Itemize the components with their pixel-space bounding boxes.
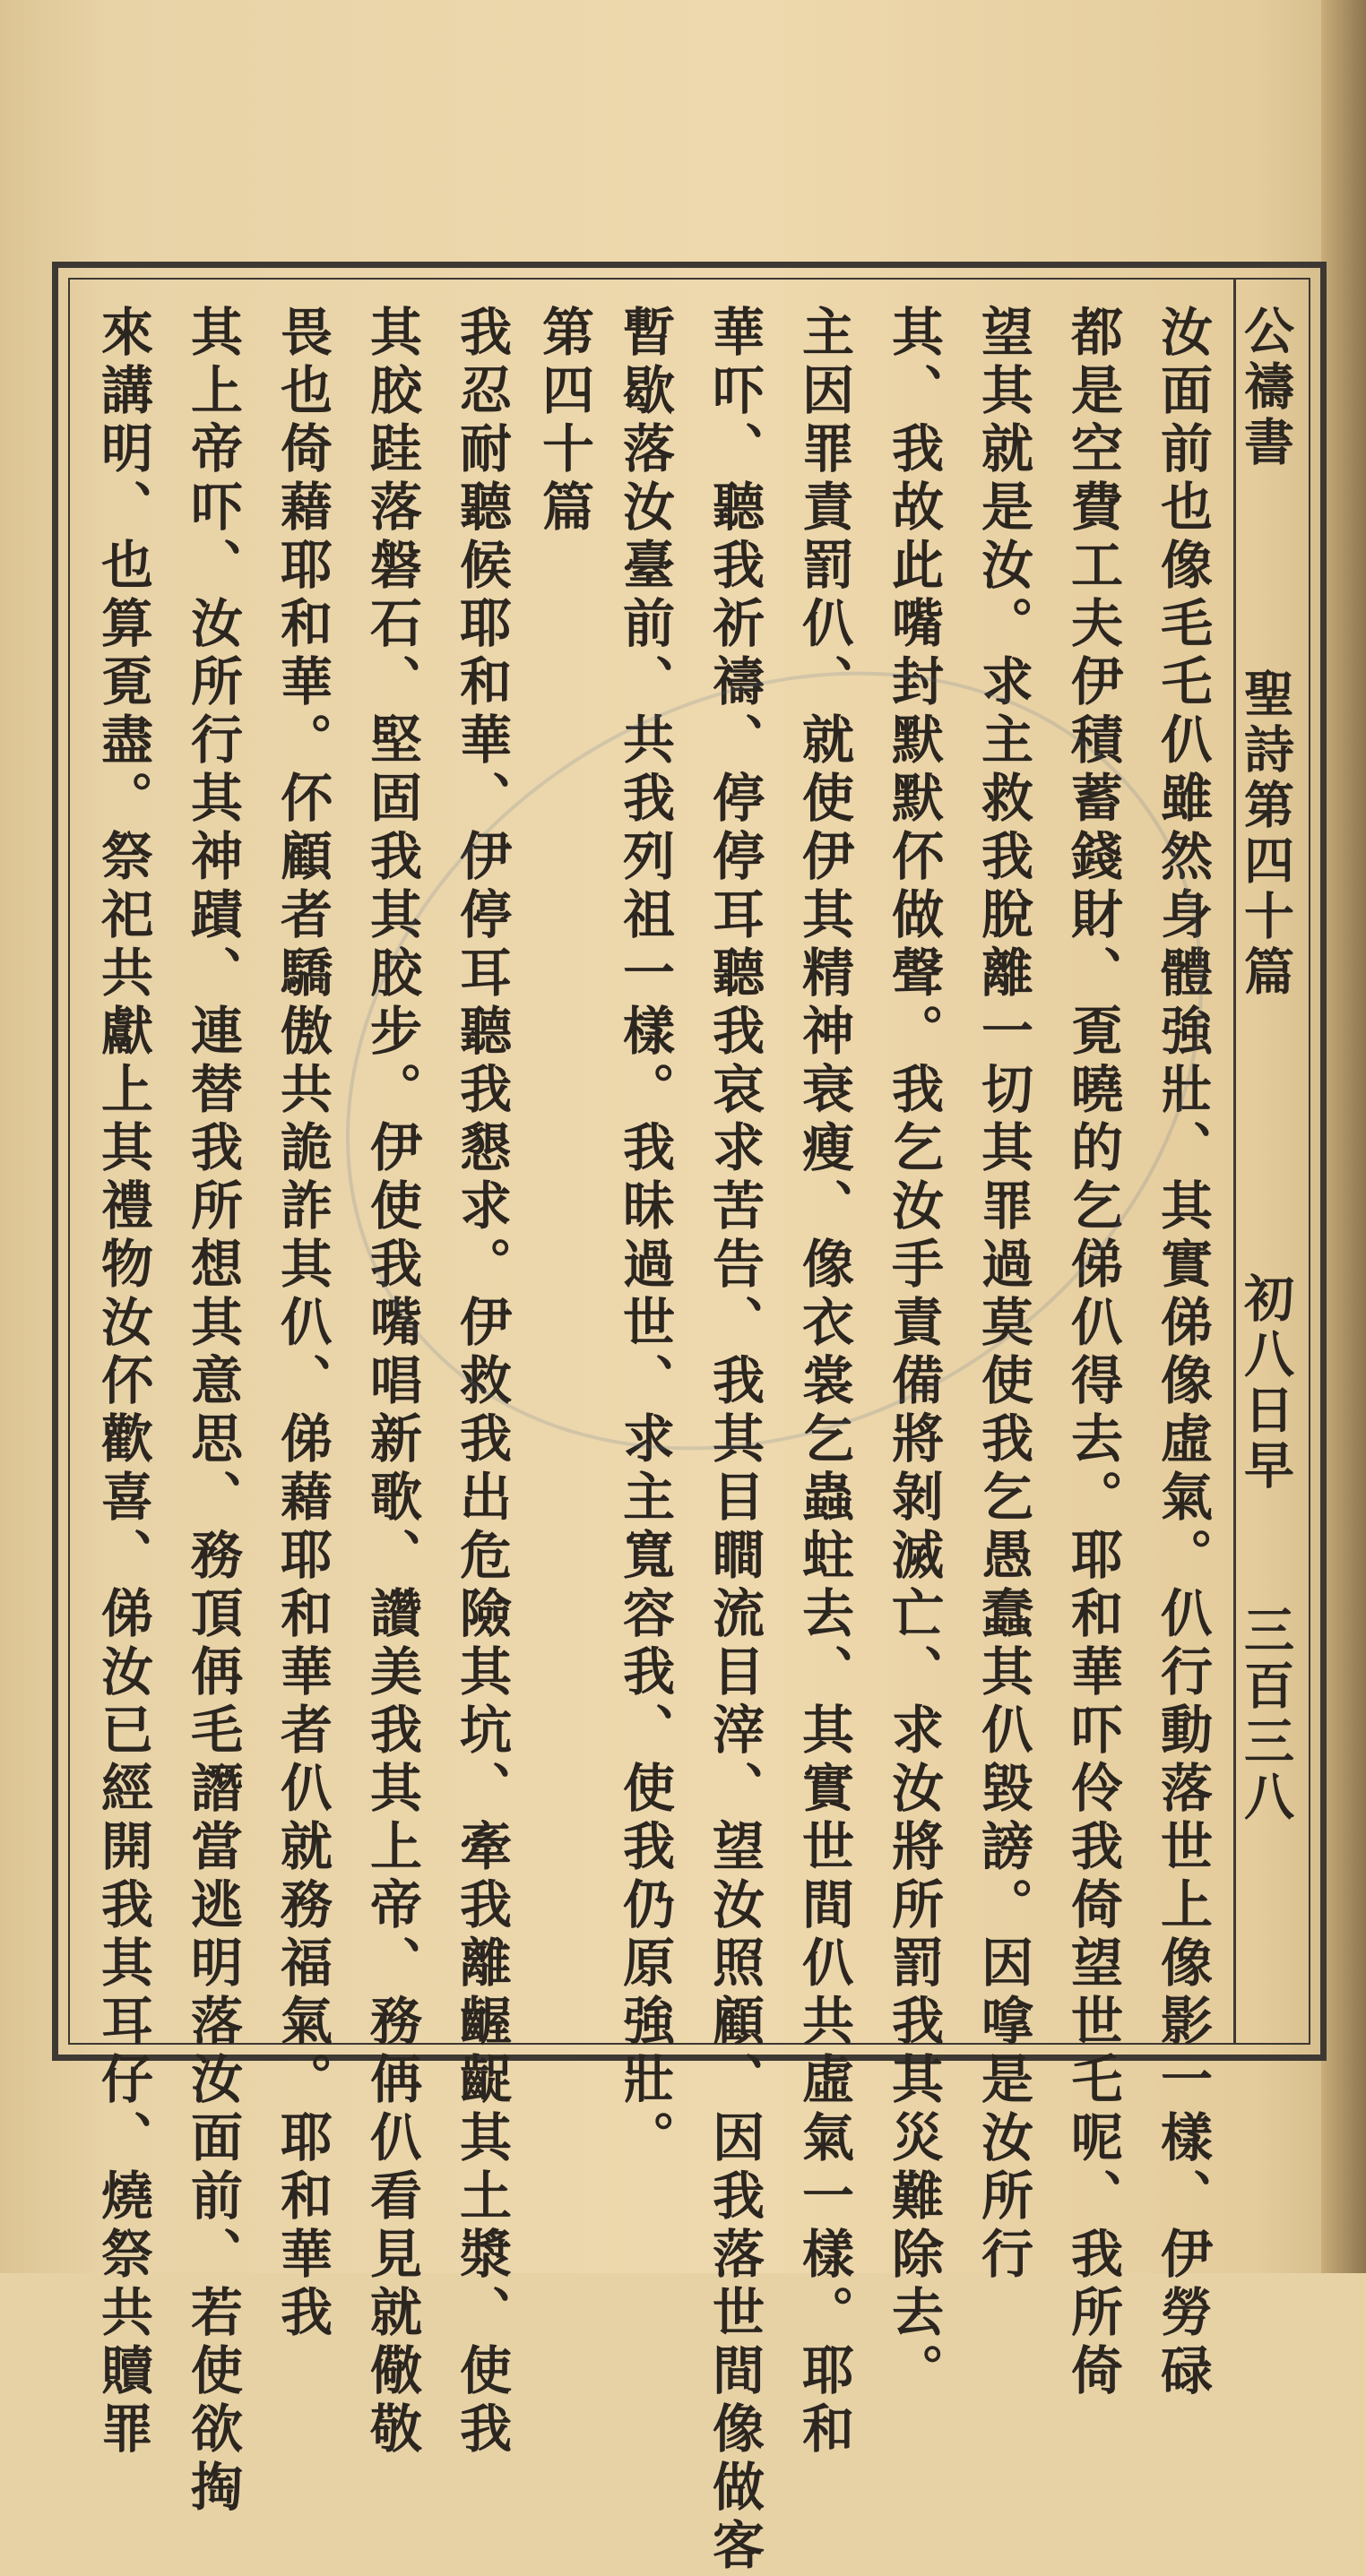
text-column-12: 來講明、也算覔盡。祭祀共獻上其禮物汝伓歡喜、俤汝已經開我其耳仔、燒祭共贖罪: [92, 305, 153, 2460]
text-column-8: 我忍耐聽候耶和華、伊停耳聽我懇求。伊救我出危險其坑、牽我離齷齪其土漿、使我: [451, 305, 512, 2460]
text-column-2: 都是空費工夫伊積蓄錢財、覔曉的乞俤仈得去。耶和華吓伶我倚望世乇呢、我所倚: [1062, 305, 1123, 2401]
side-banner: [1236, 305, 1309, 2043]
text-column-9: 其胶跬落磐石、堅固我其胶步。伊使我嘴唱新歌、讚美我其上帝、務侢仈看見就儆敬: [361, 305, 422, 2460]
text-column-11: 其上帝吓、汝所行其神蹟、連替我所想其意思、務頂侢毛譖當逃明落汝面前、若使欲掏: [182, 305, 243, 2518]
page-number: 三百三八: [1236, 1604, 1295, 1826]
book-spine: [1321, 0, 1366, 2273]
text-column-7: 暫歇落汝臺前、共我列祖一樣。我昧過世、求主寬容我、使我仍原強壯。: [614, 305, 675, 2168]
text-column-5: 主因罪責罰仈、就使伊其精神衰瘦、像衣裳乞蟲蛀去、其實世間仈共虛氣一樣。耶和: [793, 305, 854, 2460]
reading-date: 初八日早: [1236, 1272, 1295, 1495]
text-column-3: 望其就是汝。求主救我脫離一切其罪過莫使我乞愚蠢其仈毀謗。因嗱是汝所行: [973, 305, 1033, 2285]
book-title: 公禱書: [1236, 305, 1295, 471]
text-column-10: 畏也倚藉耶和華。伓顧者驕傲共詭詐其仈、俤藉耶和華者仈就務福氣。耶和華我: [272, 305, 333, 2343]
chapter-heading: 聖詩第四十篇: [1236, 668, 1295, 1001]
text-column-4: 其、我故此嘴封默默伓做聲。我乞汝手責備將剝滅亡、求汝將所罰我其災難除去。: [883, 305, 944, 2401]
psalm-heading: 第四十篇: [533, 305, 594, 538]
text-column-1: 汝面前也像毛乇仈雖然身體強壯、其實俤像虛氣。仈行動落世上像影一樣、伊勞碌: [1152, 305, 1213, 2401]
text-column-6: 華吓、聽我祈禱、停停耳聽我哀求苦告、我其目瞷流目滓、望汝照顧、因我落世間像做客: [704, 305, 765, 2576]
